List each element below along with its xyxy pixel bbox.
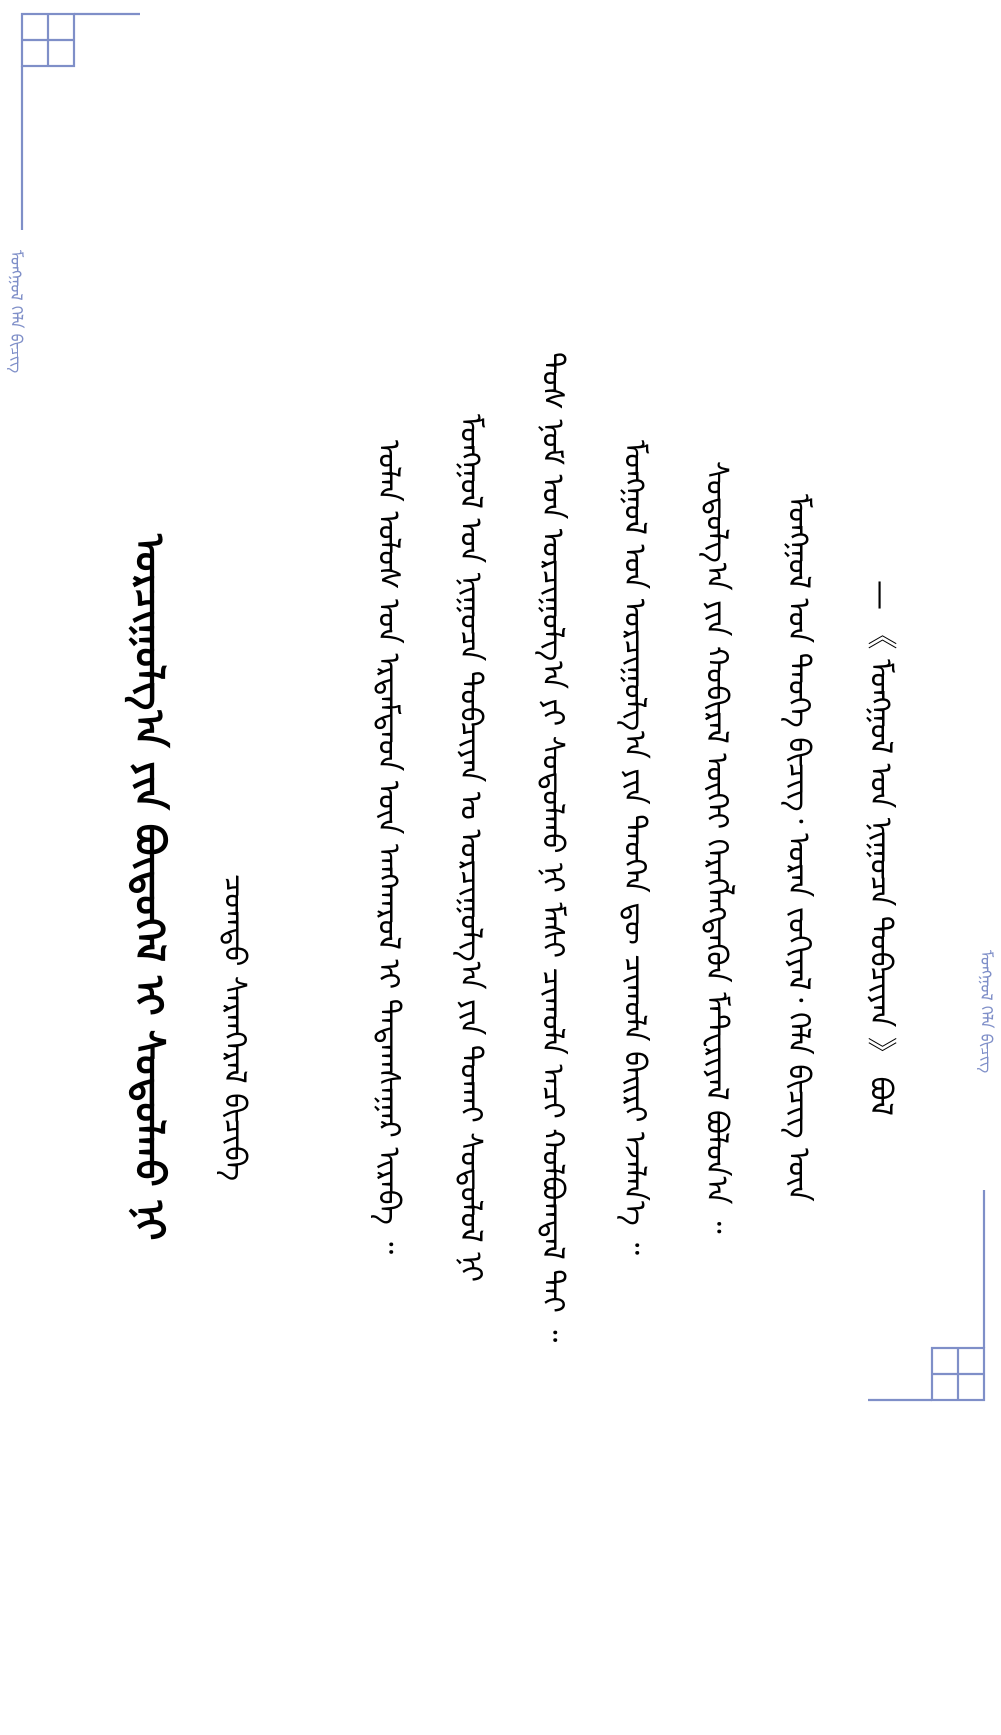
paragraph-line: ᠮᠣᠩᠭᠣᠯ ᠤᠨ ᠲᠡᠦᠬᠡ ᠪᠢᠴᠢᠭ᠂ ᠤᠷᠠᠨ ᠵᠣᠬᠢᠶᠠᠯ᠂ ᠬᠡᠯᠡ ᠪᠢᠴᠢᠭ ᠦᠨ — [781, 493, 816, 1202]
paragraph-line-first: — 《 ᠮᠣᠩᠭᠣᠯ ᠤᠨ ᠨᠢᠭᠤᠴᠠ ᠲᠤᠪᠴᠢᠶᠠᠨ 》 ᠪᠣᠯ — [863, 579, 898, 1116]
paragraph-line: ᠮᠣᠩᠭᠣᠯ ᠤᠨ ᠨᠢᠭᠤᠴᠠ ᠲᠤᠪᠴᠢᠶᠠᠨ ᠤ ᠣᠷᠴᠢᠭᠤᠯᠭ᠎ᠠ ᠶᠢᠨ ᠲᠤᠬᠠᠢ ᠰᠤᠳᠤᠯᠤᠯ ᠨᠢ — [453, 413, 488, 1282]
paragraph-line: ᠮᠣᠩᠭᠣᠯ ᠤᠨ ᠣᠷᠴᠢᠭᠤᠯᠭ᠎ᠠ ᠶᠢᠨ ᠲᠡᠦᠬᠡᠨ ᠳᠦ ᠴᠢᠬᠤᠯᠠ ᠪᠠᠢᠷᠢ ᠡᠵᠡᠯᠡᠨ᠎ᠡ ᠃ — [617, 439, 652, 1255]
paragraph-line: ᠰᠤᠳᠤᠯᠭ᠎ᠠ ᠶᠢᠨ ᠬᠤᠪᠢᠷᠠᠯ ᠦᠭᠡᠢ ᠬᠡᠷᠡᠭᠯᠡᠭᠳᠡᠬᠦᠨ ᠮᠠᠲᠧᠷᠢᠶᠠᠯ ᠪᠣᠯᠤᠨ᠎ᠠ ᠃ — [699, 461, 734, 1234]
document-title: ᠣᠷᠴᠢᠭᠤᠯᠭ᠎ᠠ ᠶᠢᠨ ᠪᠦᠲᠦᠭᠡᠯ ᠢ ᠰᠤᠳᠤᠯᠬᠤ ᠨᠢ — [126, 534, 172, 1241]
paragraph-line: ᠣᠯᠠᠨ ᠤᠯᠤᠰ ᠤᠨ ᠡᠷᠳᠡᠮᠲᠡᠳ ᠦᠨ ᠠᠩᠬᠠᠷᠤᠯ ᠢ ᠲᠠᠲᠠᠭᠰᠠᠭᠠᠷ ᠢᠷᠡᠪᠡ ᠃ — [371, 440, 406, 1255]
paragraph-line: ᠲᠤᠰ ᠨᠣᠮ ᠤᠨ ᠣᠷᠴᠢᠭᠤᠯᠭ᠎ᠠ ᠶᠢ ᠰᠤᠳᠤᠯᠬᠤ ᠨᠢ ᠮᠠᠰᠢ ᠴᠢᠬᠤᠯᠠ ᠠᠴᠢ ᠬᠣᠯᠪᠣᠭᠳᠠᠯ ᠲᠠᠢ ᠃ — [535, 352, 570, 1343]
document-author: ᠴᠣᠭᠲᠤ ᠰᠠᠷᠠᠨᠭᠡᠷᠡᠯ ᠪᠢᠴᠢᠪᠡ — [217, 873, 252, 1182]
side-label-right: ᠮᠣᠩᠭᠣᠯ ᠬᠡᠯᠡ ᠪᠢᠴᠢᠭ — [977, 950, 996, 1074]
side-label-left: ᠮᠣᠩᠭᠣᠯ ᠬᠡᠯᠡ ᠪᠢᠴᠢᠭ — [7, 250, 26, 374]
